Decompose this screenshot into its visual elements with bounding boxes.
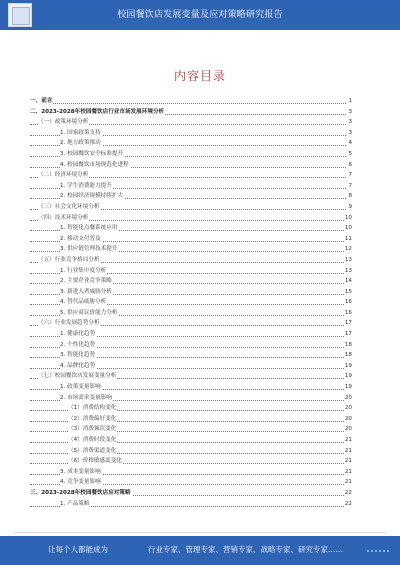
toc-entry-title: （五）行业竞争格局分析 — [38, 255, 101, 266]
toc-entry-title: （四）技术环境分析 — [38, 213, 89, 224]
toc-entry-title: （4）消费时段变化 — [68, 435, 117, 446]
toc-entry[interactable] — [30, 456, 352, 467]
toc-entry[interactable] — [30, 297, 352, 308]
toc-entry-page: 3 — [347, 117, 352, 128]
toc-entry[interactable] — [30, 393, 352, 404]
toc-entry-page: 22 — [344, 488, 352, 499]
toc-entry-page: 20 — [344, 414, 352, 425]
toc-entry[interactable] — [30, 488, 352, 499]
toc-entry-page: 4 — [347, 138, 352, 149]
toc-entry-title: 三、2023-2028年校园餐饮店应对策略 — [30, 488, 132, 499]
toc-entry-title: 4. 品牌化趋势 — [60, 361, 96, 372]
toc-entry-title: 1. 学生消费能力提升 — [60, 181, 113, 192]
toc-entry-title: （六）行业发展趋势分析 — [38, 318, 101, 329]
toc-entry-page: 3 — [347, 107, 352, 118]
toc-entry-page: 10 — [344, 223, 352, 234]
toc-entry[interactable] — [30, 403, 352, 414]
toc-entry[interactable] — [30, 128, 352, 139]
toc-entry-page: 19 — [344, 382, 352, 393]
toc-entry-page: 19 — [344, 361, 352, 372]
toc-entry-page: 6 — [347, 160, 352, 171]
toc-entry-title: 一、前言 — [30, 96, 53, 107]
toc-entry-title: 2. 地方政策推动 — [60, 138, 102, 149]
toc-entry-title: （6）价格敏感度变化 — [68, 456, 123, 467]
toc-entry-page: 22 — [344, 499, 352, 510]
toc-entry-page: 13 — [344, 266, 352, 277]
toc-entry[interactable] — [30, 435, 352, 446]
toc-entry[interactable] — [30, 117, 352, 128]
header-band — [0, 0, 400, 30]
toc-entry-title: （5）消费渠道变化 — [68, 446, 117, 457]
toc-entry[interactable] — [30, 170, 352, 181]
toc-entry-page: 21 — [344, 435, 352, 446]
toc-entry-page: 7 — [347, 170, 352, 181]
toc-entry-page: 21 — [344, 456, 352, 467]
toc-entry[interactable] — [30, 329, 352, 340]
footer-expert-list: 行业专家、管理专家、营销专家、战略专家、研究专家…… — [148, 545, 343, 554]
toc-entry-title: 2. 个性化趋势 — [60, 340, 96, 351]
toc-entry-page: 3 — [347, 128, 352, 139]
toc-leader-dots — [30, 103, 346, 104]
toc-entry[interactable] — [30, 234, 352, 245]
toc-entry-title: （2）消费偏好变化 — [68, 414, 117, 425]
toc-entry[interactable] — [30, 499, 352, 510]
toc-entry-title: 二、2023-2028年校园餐饮店行业市场发展环境分析 — [30, 107, 165, 118]
toc-entry-page: 7 — [347, 181, 352, 192]
toc-entry-page: 21 — [344, 477, 352, 488]
toc-entry[interactable] — [30, 255, 352, 266]
toc-entry-title: 2. 移动支付普及 — [60, 234, 102, 245]
footer-slogan: 让每个人都能成为 — [48, 545, 108, 554]
toc-entry[interactable] — [30, 160, 352, 171]
toc-entry-page: 19 — [344, 371, 352, 382]
toc-entry-title: 4. 替代品威胁分析 — [60, 297, 107, 308]
toc-entry[interactable] — [30, 477, 352, 488]
toc-entry-title: 3. 供应链管理技术提升 — [60, 244, 118, 255]
toc-entry[interactable] — [30, 96, 352, 107]
toc-entry-page: 16 — [344, 297, 352, 308]
toc-entry-title: 4. 竞争变量影响 — [60, 477, 102, 488]
toc-entry[interactable] — [30, 181, 352, 192]
toc-entry[interactable] — [30, 213, 352, 224]
toc-entry-page: 17 — [344, 329, 352, 340]
toc-entry-title: （3）消费频次变化 — [68, 424, 117, 435]
toc-entry[interactable] — [30, 287, 352, 298]
toc-entry-page: 21 — [344, 446, 352, 457]
toc-entry-page: 1 — [347, 96, 352, 107]
toc-entry-page: 8 — [347, 191, 352, 202]
toc-entry-page: 18 — [344, 350, 352, 361]
toc-entry[interactable] — [30, 276, 352, 287]
bottom-divider — [14, 532, 386, 533]
toc-entry-title: 3. 新进入者威胁分析 — [60, 287, 113, 298]
toc-entry[interactable] — [30, 361, 352, 372]
toc-entry[interactable] — [30, 371, 352, 382]
toc-entry-page: 16 — [344, 308, 352, 319]
toc-entry-title: 2. 主要企业竞争策略 — [60, 276, 113, 287]
toc-entry[interactable] — [30, 446, 352, 457]
toc-entry[interactable] — [30, 202, 352, 213]
toc-entry-title: 1. 智能化点餐系统应用 — [60, 223, 118, 234]
toc-entry[interactable] — [30, 107, 352, 118]
toc-entry-title: 5. 供应商议价能力分析 — [60, 308, 118, 319]
footer-band — [0, 536, 400, 565]
toc-entry-page: 17 — [344, 318, 352, 329]
toc-entry-title: 1. 健康化趋势 — [60, 329, 96, 340]
toc-entry-title: 3. 校园餐饮安全标准提升 — [60, 149, 124, 160]
toc-entry-title: （二）经济环境分析 — [38, 170, 89, 181]
table-of-contents — [30, 96, 352, 509]
toc-entry-title: 2. 市场需求变量影响 — [60, 393, 113, 404]
toc-entry-page: 18 — [344, 340, 352, 351]
toc-entry-page: 10 — [344, 213, 352, 224]
toc-entry-page: 20 — [344, 424, 352, 435]
toc-entry[interactable] — [30, 138, 352, 149]
toc-entry-title: 1. 产品策略 — [60, 499, 91, 510]
page-title: 内容目录 — [173, 69, 226, 83]
toc-entry-page: 14 — [344, 276, 352, 287]
toc-entry-page: 20 — [344, 393, 352, 404]
toc-entry[interactable] — [30, 266, 352, 277]
toc-entry-title: 3. 成本变量影响 — [60, 467, 102, 478]
toc-entry-title: 1. 政策变量影响 — [60, 382, 102, 393]
toc-entry[interactable] — [30, 244, 352, 255]
toc-entry[interactable] — [30, 308, 352, 319]
toc-entry-title: 3. 智能化趋势 — [60, 350, 96, 361]
toc-entry-page: 13 — [344, 255, 352, 266]
toc-entry-page: 11 — [344, 234, 352, 245]
toc-entry-title: （1）消费结构变化 — [68, 403, 117, 414]
toc-entry[interactable] — [30, 382, 352, 393]
decorative-dots-icon — [366, 538, 390, 550]
toc-entry[interactable] — [30, 467, 352, 478]
header-title: 校园餐饮店发展变量及应对策略研究报告 — [117, 10, 283, 20]
toc-entry-page: 21 — [344, 467, 352, 478]
toc-entry-page: 12 — [344, 244, 352, 255]
toc-entry-title: （七）校园餐饮店发展变量分析 — [38, 371, 117, 382]
toc-entry-page: 15 — [344, 287, 352, 298]
toc-entry-page: 20 — [344, 403, 352, 414]
toc-entry-title: 2. 校园经济规模持续扩大 — [60, 191, 124, 202]
toc-entry[interactable] — [30, 424, 352, 435]
toc-entry[interactable] — [30, 414, 352, 425]
toc-entry[interactable] — [30, 318, 352, 329]
toc-entry[interactable] — [30, 223, 352, 234]
toc-entry-title: 4. 校园餐饮市场规范化进程 — [60, 160, 130, 171]
toc-entry-title: （三）社会文化环境分析 — [38, 202, 101, 213]
toc-entry[interactable] — [30, 191, 352, 202]
toc-entry-title: 1. 行业集中度分析 — [60, 266, 107, 277]
toc-entry[interactable] — [30, 149, 352, 160]
toc-entry[interactable] — [30, 350, 352, 361]
toc-entry-title: （一）政策环境分析 — [38, 117, 89, 128]
toc-entry-page: 5 — [347, 149, 352, 160]
toc-entry[interactable] — [30, 340, 352, 351]
toc-entry-page: 9 — [347, 202, 352, 213]
toc-entry-title: 1. 国家政策支持 — [60, 128, 102, 139]
